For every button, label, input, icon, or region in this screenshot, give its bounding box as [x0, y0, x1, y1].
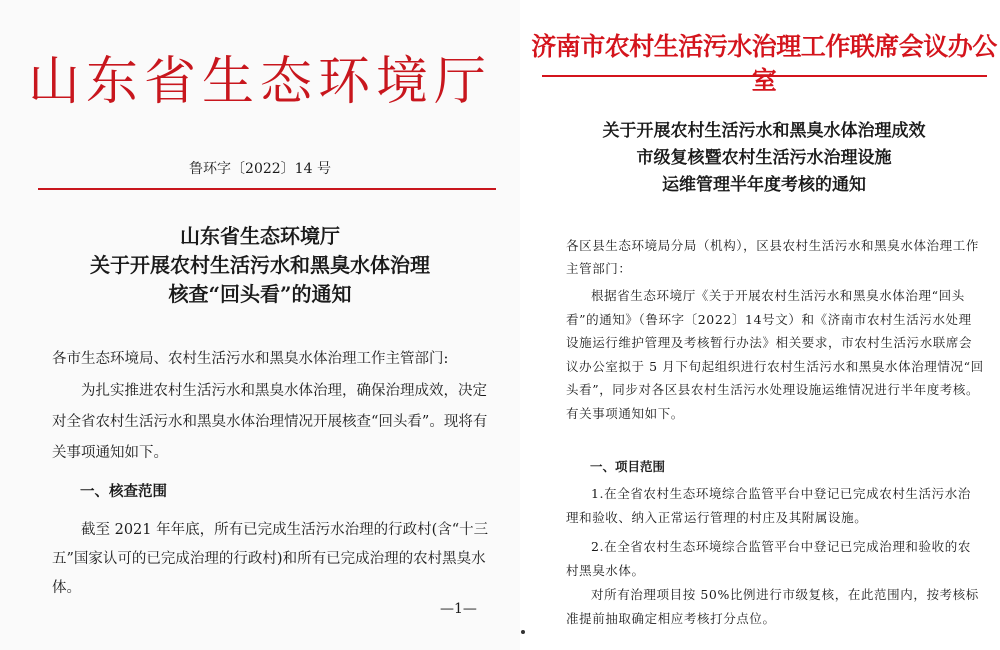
right-section1-heading: 一、项目范围: [590, 459, 666, 474]
right-document-title: [528, 118, 1000, 199]
left-document-title: [0, 222, 520, 309]
right-title-line-1: 关于开展农村生活污水和黑臭水体治理成效: [602, 121, 926, 141]
left-section1-text: 截至 2021 年年底，所有已完成生活污水治理的行政村(含“十三五”国家认可的已完成治理的行政村)和所有已完成治理的农村黑臭水体。: [52, 522, 489, 596]
right-scope-item-2: 2.在全省农村生态环境综合监管平台中登记已完成治理和验收的农村黑臭水体。: [566, 539, 971, 578]
right-scope-item-1: 1.在全省农村生态环境综合监管平台中登记已完成农村生活污水治理和验收、纳入正常运行管理的村庄及其附属设施。: [566, 486, 971, 525]
left-title-line-3: 核查“回头看”的通知: [168, 282, 352, 306]
right-review-note: 对所有治理项目按 50%比例进行市级复核，在此范围内，按考核标准提前抽取确定相应考核打分点位。: [566, 587, 979, 626]
left-header-rule: [38, 188, 496, 190]
left-page-number: —1—: [440, 601, 477, 617]
right-addressee: 各区县生态环境局分局（机构），区县农村生活污水和黑臭水体治理工作主管部门：: [566, 238, 979, 276]
right-intro-paragraph: 根据省生态环境厅《关于开展农村生活污水和黑臭水体治理“回头看”的通知》（鲁环字〔2022〕14号文）和《济南市农村生活污水处理设施运行维护管理及考核暂行办法》相关要求，市农村生活污水联席会议办公室拟于 5 月下旬起组织进行农村生活污水和黑臭水体治理情况“回头看”，同步对各区县农村生活污水处理设施运维情况进行半年度考核。有关事项通知如下。: [566, 288, 984, 421]
left-title-line-2: 关于开展农村生活污水和黑臭水体治理: [90, 253, 430, 277]
left-title-line-1: 山东省生态环境厅: [180, 224, 340, 248]
left-intro-paragraph: 为扎实推进农村生活污水和黑臭水体治理，确保治理成效，决定对全省农村生活污水和黑臭水体治理情况开展核查“回头看”。现将有关事项通知如下。: [52, 383, 488, 461]
right-document-page: [528, 0, 1000, 650]
right-title-line-2: 市级复核暨农村生活污水治理设施: [636, 148, 892, 168]
left-section1-heading: 一、核查范围: [80, 483, 167, 500]
right-title-line-3: 运维管理半年度考核的通知: [662, 175, 866, 195]
left-document-header: 山东省生态环境厅: [27, 52, 492, 112]
right-header-rule: [542, 75, 987, 77]
right-document-header: 济南市农村生活污水治理工作联席会议办公室: [531, 32, 997, 95]
page-divider-dot: [521, 630, 525, 634]
left-addressee: 各市生态环境局、农村生活污水和黑臭水体治理工作主管部门:: [52, 351, 449, 367]
left-document-number: 鲁环字〔2022〕14 号: [189, 161, 331, 177]
